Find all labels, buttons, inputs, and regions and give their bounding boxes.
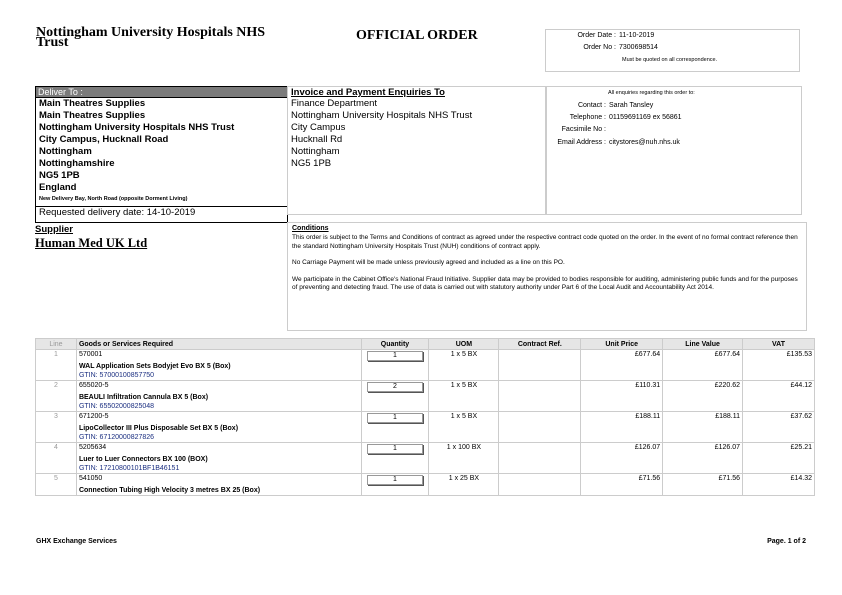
deliver-line: Nottingham University Hospitals NHS Trust: [39, 122, 235, 133]
item-description: Luer to Luer Connectors BX 100 (BOX): [76, 455, 361, 464]
deliver-line: England: [39, 182, 77, 193]
supplier-name: Human Med UK Ltd: [35, 236, 148, 250]
contract-ref: [499, 350, 581, 363]
contact-name: Sarah Tansley: [609, 102, 654, 109]
fax-label: Facsimile No :: [561, 126, 606, 133]
table-row-gtin: [36, 402, 815, 412]
item-description: LipoCollector III Plus Disposable Set BX 5 (Box): [76, 424, 361, 433]
table-row-desc: [36, 455, 815, 464]
item-gtin: GTIN: 17210800101BF1B46151: [76, 464, 361, 474]
table-row-gtin: [36, 371, 815, 381]
unit-price: £110.31: [581, 381, 663, 394]
unit-price: £677.64: [581, 350, 663, 363]
line-number: 3: [36, 412, 77, 425]
order-no-label: Order No :: [583, 44, 616, 51]
item-code: 655020-5: [76, 381, 361, 394]
invoice-heading: Invoice and Payment Enquiries To: [291, 87, 445, 98]
uom: 1 x 5 BX: [429, 412, 499, 425]
col-unit-price: Unit Price: [581, 339, 663, 350]
line-number: 1: [36, 350, 77, 363]
supplier-heading: Supplier: [35, 224, 74, 235]
quantity-field: 1: [367, 351, 423, 361]
contract-ref: [499, 412, 581, 425]
vat: £135.53: [743, 350, 815, 363]
vat: £14.32: [743, 474, 815, 487]
table-row-desc: [36, 393, 815, 402]
page-number: Page. 1 of 2: [767, 538, 806, 545]
deliver-line: Main Theatres Supplies: [39, 110, 146, 121]
line-value: £71.56: [663, 474, 743, 487]
quantity-field: 2: [367, 382, 423, 392]
contact-label: Contact :: [577, 102, 606, 109]
line-value: £188.11: [663, 412, 743, 425]
invoice-line: Hucknall Rd: [291, 134, 343, 145]
footer-left: GHX Exchange Services: [36, 538, 117, 545]
invoice-line: Nottingham University Hospitals NHS Trust: [291, 110, 473, 121]
order-lines-table: [35, 338, 815, 496]
vat: £37.62: [743, 412, 815, 425]
col-quantity: Quantity: [361, 339, 429, 350]
conditions-paragraph: We participate in the Cabinet Office's National Fraud Initiative. Supplier data may be provided to bodies responsible for auditing, administering public funds and for the purposes of preventing and detecting fraud. The use of data is carried out with statutory authority under Part 6 of the Local Audit and Accountability Act 2014.: [292, 275, 798, 291]
unit-price: £188.11: [581, 412, 663, 425]
item-code: 570001: [76, 350, 361, 363]
quantity-field: 1: [367, 413, 423, 423]
requested-delivery-date: Requested delivery date: 14-10-2019: [36, 206, 287, 219]
contract-ref: [499, 443, 581, 456]
table-row-desc: [36, 362, 815, 371]
organisation-name: Nottingham University Hospitals NHS Trust: [36, 25, 266, 50]
table-row-desc: [36, 486, 815, 496]
uom: 1 x 25 BX: [429, 474, 499, 487]
table-row-gtin: [36, 433, 815, 443]
email: citystores@nuh.nhs.uk: [609, 139, 680, 146]
conditions-heading: Conditions: [292, 225, 329, 232]
item-code: 541050: [76, 474, 361, 487]
col-uom: UOM: [429, 339, 499, 350]
enquiries-box: [545, 86, 802, 215]
order-no: 7300698514: [619, 44, 658, 51]
col-line: Line: [36, 339, 77, 350]
col-goods: Goods or Services Required: [76, 339, 361, 350]
uom: 1 x 100 BX: [429, 443, 499, 456]
line-value: £677.64: [663, 350, 743, 363]
email-label: Email Address :: [557, 139, 606, 146]
telephone-label: Telephone :: [569, 114, 606, 121]
item-gtin: GTIN: 57000100857750: [76, 371, 361, 381]
supplier-block: [35, 224, 147, 251]
col-line-value: Line Value: [663, 339, 743, 350]
order-date: 11-10-2019: [619, 32, 655, 39]
deliver-line: Main Theatres Supplies: [39, 98, 146, 109]
line-value: £126.07: [663, 443, 743, 456]
unit-price: £71.56: [581, 474, 663, 487]
item-code: 671200-5: [76, 412, 361, 425]
quote-note: Must be quoted on all correspondence.: [622, 57, 718, 63]
uom: 1 x 5 BX: [429, 381, 499, 394]
item-gtin: GTIN: 65502000825048: [76, 402, 361, 412]
invoice-line: Finance Department: [291, 98, 378, 109]
quantity-field: 1: [367, 444, 423, 454]
item-code: 5205634: [76, 443, 361, 456]
telephone: 01159691169 ex 56861: [609, 114, 682, 121]
deliver-line: Nottingham: [39, 146, 92, 157]
table-row-gtin: [36, 464, 815, 474]
contract-ref: [499, 381, 581, 394]
conditions-paragraph: No Carriage Payment will be made unless previously agreed and included as a line on this PO.: [292, 259, 565, 266]
item-gtin: GTIN: 67120000827826: [76, 433, 361, 443]
line-number: 2: [36, 381, 77, 394]
invoice-line: City Campus: [291, 122, 346, 133]
line-value: £220.62: [663, 381, 743, 394]
table-header-row: [36, 339, 815, 350]
quantity-field: 1: [367, 475, 423, 485]
deliver-to-box: [35, 86, 288, 223]
table-row: [36, 412, 815, 425]
invoice-box: [287, 86, 547, 215]
vat: £44.12: [743, 381, 815, 394]
table-row: [36, 474, 815, 487]
item-description: Connection Tubing High Velocity 3 metres BX 25 (Box): [76, 486, 361, 496]
col-vat: VAT: [743, 339, 815, 350]
deliver-line: Nottinghamshire: [39, 158, 115, 169]
line-number: 4: [36, 443, 77, 456]
document-title: OFFICIAL ORDER: [356, 28, 478, 43]
table-row-desc: [36, 424, 815, 433]
contract-ref: [499, 474, 581, 487]
order-date-label: Order Date :: [577, 32, 616, 39]
vat: £25.21: [743, 443, 815, 456]
table-row: [36, 350, 815, 363]
delivery-note: New Delivery Bay, North Road (opposite Dorment Living): [39, 196, 188, 202]
deliver-line: NG5 1PB: [39, 170, 80, 181]
conditions-box: [287, 222, 807, 331]
item-description: WAL Application Sets Bodyjet Evo BX 5 (Box): [76, 362, 361, 371]
invoice-line: NG5 1PB: [291, 158, 332, 169]
line-number: 5: [36, 474, 77, 487]
unit-price: £126.07: [581, 443, 663, 456]
enquiries-heading: All enquiries regarding this order to:: [608, 90, 695, 96]
order-info-box: [545, 29, 800, 72]
table-row: [36, 443, 815, 456]
item-description: BEAULI Infiltration Cannula BX 5 (Box): [76, 393, 361, 402]
deliver-line: City Campus, Hucknall Road: [39, 134, 169, 145]
conditions-paragraph: This order is subject to the Terms and Conditions of contract as agreed under the respective contract code quoted on the order. In the event of no formal contract reference then the standard Nottingham University Hospitals Trust (NUH) conditions of contract apply.: [292, 234, 798, 250]
uom: 1 x 5 BX: [429, 350, 499, 363]
table-row: [36, 381, 815, 394]
invoice-line: Nottingham: [291, 146, 340, 157]
deliver-to-heading: Deliver To :: [36, 87, 287, 98]
col-contract-ref: Contract Ref.: [499, 339, 581, 350]
